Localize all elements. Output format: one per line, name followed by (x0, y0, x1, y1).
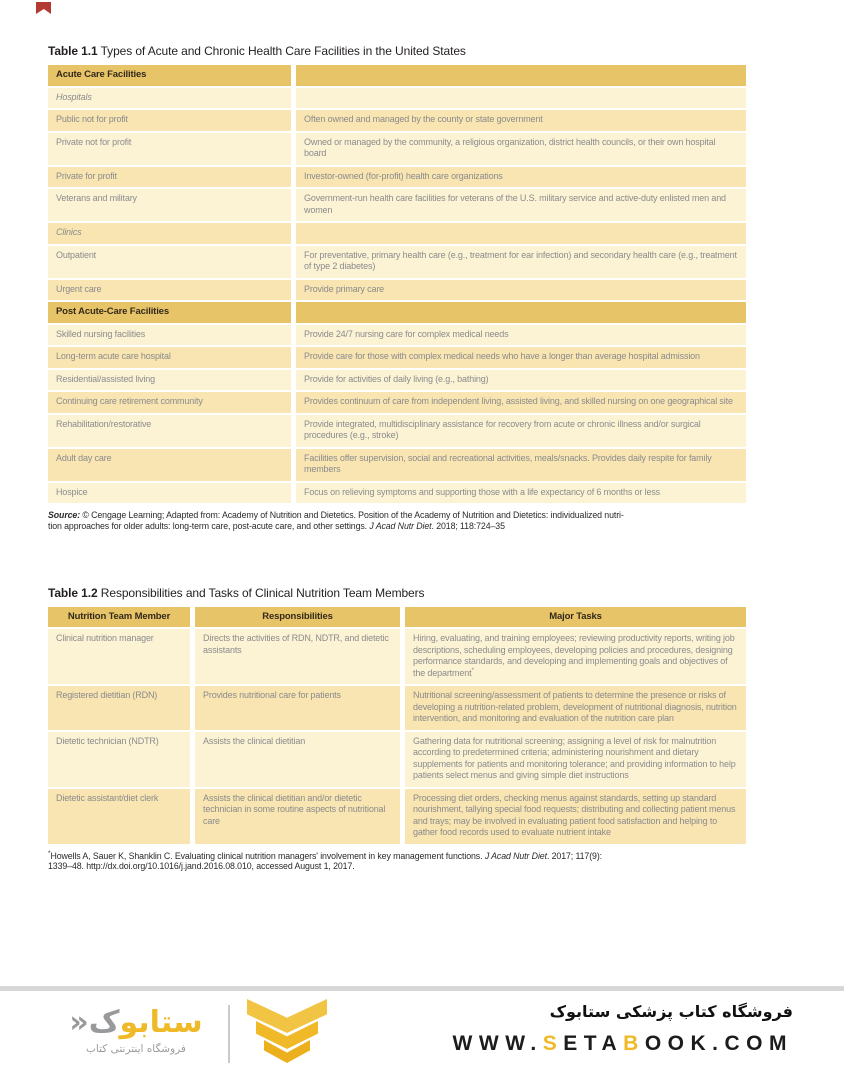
text-segment: . 2018; 118:724–35 (431, 520, 505, 531)
text-segment: © Cengage Learning; Adapted from: Academy of Nutrition and Dietetics. Position of the Academy of Nutrition and Dietetics: individualized nutri- (82, 510, 624, 520)
major-tasks-cell: Gathering data for nutritional screening; assigning a level of risk for malnutrition according to predetermined criteria; administering nourishment and dietary supplements for patients and monitoring tolerance; and providing information to help patients select menus and giving simple diet instructions (405, 732, 746, 787)
facility-desc-cell: Provide primary care (296, 280, 746, 301)
facility-name-cell: Outpatient (48, 246, 291, 278)
store-url-segment: OOK.COM (644, 1032, 793, 1055)
column-header-cell: Responsibilities (195, 607, 400, 628)
major-tasks-cell: Processing diet orders, checking menus against standards, setting up standard nourishment, tallying special food requests; distributing and collecting patient menus and trays; may be involved in evaluating patient food satisfaction and helping to gather food records used to evaluate nutrient intake (405, 789, 746, 844)
text-segment: tion approaches for older adults: long-term care, post-acute care, and other settings. (48, 520, 370, 531)
brand-tagline: فروشگاه اینترنتی کتاب (86, 1043, 186, 1055)
facility-desc-cell: Investor-owned (for-profit) health care organizations (296, 167, 746, 188)
table-2-title (48, 586, 746, 600)
store-url-segment: ETA (563, 1032, 624, 1055)
facility-name-cell: Residential/assisted living (48, 370, 291, 391)
table-1-grid (48, 65, 746, 503)
table-1-caption: Types of Acute and Chronic Health Care Facilities in the United States (97, 44, 466, 58)
facility-desc-cell: Government-run health care facilities for veterans of the U.S. military service and active-duty enlisted men and women (296, 189, 746, 221)
responsibilities-cell: Assists the clinical dietitian (195, 732, 400, 787)
team-member-cell: Clinical nutrition manager (48, 629, 190, 684)
store-url (453, 1032, 793, 1056)
facility-name-cell: Skilled nursing facilities (48, 325, 291, 346)
team-member-cell: Registered dietitian (RDN) (48, 686, 190, 730)
facility-desc-cell: Provide care for those with complex medical needs who have a longer than average hospital admission (296, 347, 746, 368)
brand-logo (56, 1007, 216, 1055)
responsibilities-cell: Assists the clinical dietitian and/or dietetic technician in some routine aspects of nutritional care (195, 789, 400, 844)
facility-name-cell: Adult day care (48, 449, 291, 481)
footnote-marker: * (471, 666, 474, 674)
facility-name-cell: Hospice (48, 483, 291, 504)
facility-desc-cell: Provide 24/7 nursing care for complex medical needs (296, 325, 746, 346)
footer-separator-line (228, 1005, 230, 1063)
text-segment: * (48, 849, 51, 857)
table-1-section (48, 44, 746, 532)
facility-desc-cell: Provide integrated, multidisciplinary assistance for recovery from acute or chronic illness and/or surgical procedures (e.g., stroke) (296, 415, 746, 447)
major-tasks-cell: Nutritional screening/assessment of patients to determine the presence or risks of developing a nutrition-related problem, development of nutritional diagnosis, nutrition intervention, and monitoring and evaluation of the nutrition care plan (405, 686, 746, 730)
text-segment: Source: (48, 510, 83, 520)
text-segment: 1339–48. http://dx.doi.org/10.1016/j.jand.2016.08.010, accessed August 1, 2017. (48, 861, 355, 872)
chevron-logo-icon (242, 999, 332, 1077)
facility-desc-cell: Provide for activities of daily living (e.g., bathing) (296, 370, 746, 391)
facility-desc-cell: Owned or managed by the community, a religious organization, district health councils, or their own hospital board (296, 133, 746, 165)
text-segment: Howells A, Sauer K, Shanklin C. Evaluating clinical nutrition managers' involvement in key management functions. (50, 850, 485, 861)
facility-name-cell: Urgent care (48, 280, 291, 301)
column-header-cell: Nutrition Team Member (48, 607, 190, 628)
facility-name-cell: Long-term acute care hospital (48, 347, 291, 368)
store-url-segment: WWW. (452, 1032, 543, 1055)
major-tasks-cell: Hiring, evaluating, and training employees; reviewing productivity reports, writing job descriptions, scheduling employees, developing policies and procedures, designing performance standards, and developing and implementing goals and objectives of the department* (405, 629, 746, 684)
responsibilities-cell: Provides nutritional care for patients (195, 686, 400, 730)
text-segment: . 2017; 117(9): (546, 850, 603, 861)
text-segment: J Acad Nutr Diet (484, 850, 547, 861)
page-content (48, 44, 746, 881)
responsibilities-cell: Directs the activities of RDN, NDTR, and dietetic assistants (195, 629, 400, 684)
facility-name-cell: Continuing care retirement community (48, 392, 291, 413)
facility-desc-cell: Facilities offer supervision, social and recreational activities, meals/snacks. Provides daily respite for family members (296, 449, 746, 481)
table-2-number: Table 1.2 (48, 585, 98, 600)
table-1-number: Table 1.1 (48, 44, 98, 58)
facility-desc-cell: Often owned and managed by the county or state government (296, 110, 746, 131)
section-header-cell: Acute Care Facilities (48, 65, 291, 86)
facility-name-cell: Veterans and military (48, 189, 291, 221)
facility-desc-cell: Focus on relieving symptoms and supporting those with a life expectancy of 6 months or less (296, 483, 746, 504)
group-row-filler (296, 223, 746, 244)
brand-wordmark (56, 1007, 216, 1039)
group-row-filler (296, 88, 746, 109)
facility-desc-cell: Provides continuum of care from independent living, assisted living, and skilled nursing on one geographical site (296, 392, 746, 413)
footer-divider (0, 986, 844, 991)
section-header-cell: Post Acute-Care Facilities (48, 302, 291, 323)
facility-name-cell: Public not for profit (48, 110, 291, 131)
team-member-cell: Dietetic technician (NDTR) (48, 732, 190, 787)
team-member-cell: Dietetic assistant/diet clerk (48, 789, 190, 844)
section-header-filler (296, 65, 746, 86)
section-header-filler (296, 302, 746, 323)
text-segment: J Acad Nutr Diet (369, 520, 432, 531)
brand-wordmark-yellow: ستابو (119, 1005, 203, 1040)
store-info (453, 1001, 793, 1056)
table-2-caption: Responsibilities and Tasks of Clinical Nutrition Team Members (97, 585, 425, 600)
footer (0, 995, 844, 1080)
store-url-segment: B (623, 1032, 645, 1055)
table-2-grid (48, 607, 746, 844)
group-row-label: Hospitals (48, 88, 291, 109)
facility-name-cell: Private for profit (48, 167, 291, 188)
table-2-section (48, 586, 746, 873)
store-url-segment: S (542, 1032, 564, 1055)
table-1-title (48, 44, 746, 58)
group-row-label: Clinics (48, 223, 291, 244)
column-header-cell: Major Tasks (405, 607, 746, 628)
brand-wordmark-grey: ک« (69, 1005, 120, 1040)
table-1-source (48, 510, 746, 532)
red-corner-mark (36, 2, 51, 14)
store-title: فروشگاه کتاب پزشکی ستابوک (549, 1002, 793, 1021)
facility-name-cell: Rehabilitation/restorative (48, 415, 291, 447)
table-2-footnote (48, 851, 746, 873)
facility-name-cell: Private not for profit (48, 133, 291, 165)
facility-desc-cell: For preventative, primary health care (e.g., treatment for ear infection) and secondary health care (e.g., treatment of type 2 diabetes) (296, 246, 746, 278)
